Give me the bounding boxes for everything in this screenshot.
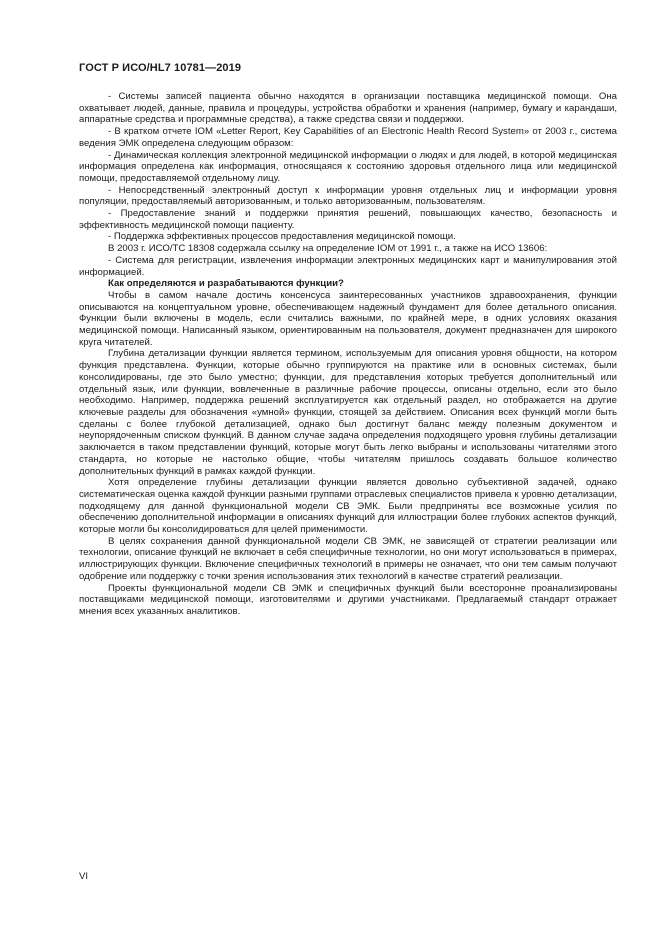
paragraph: Глубина детализации функции является термином, используемым для описания уровня общности, на котором функция представлена. Функции, которые обычно группируются на практике или в основных системах, были консолидированы, где это было уместно; функции, для представления которых требуется дополнительный или отдельный язык, или функции, вовлеченные в различные рабочие процессы, описаны отдельно, если это было необходимо. Например, поддержка решений эксплуатируется как отдельный раздел, но отображается на другие ключевые разделы для обозначения «умной» функции, стоящей за действием. Описания всех функций могли быть сделаны с более глубокой детализацией, однако был достигнут баланс между полезным документом и неупорядоченным списком функций. В данном случае задача определения подходящего уровня глубины детализации заключается в таком представлении функций, которые могут быть легко выбраны и использованы читателями этого стандарта, но которые не настолько общие, чтобы читателям пришлось создавать большое количество дополнительных функций в рамках каждой функции.: [79, 348, 617, 477]
paragraph: Чтобы в самом начале достичь консенсуса заинтересованных участников здравоохранения, функции описываются на концептуальном уровне, обеспечивающем надежный фундамент для более детального описания. Функции были включены в модель, если считались важными, по крайней мере, в одних условиях оказания медицинской помощи. Написанный языком, ориентированным на пользователя, документ предназначен для широкого круга читателей.: [79, 289, 617, 348]
paragraph: - Непосредственный электронный доступ к информации уровня отдельных лиц и информации уровня популяции, предоставляемый авторизованным, и только авторизованным, пользователям.: [79, 184, 617, 208]
paragraph: - Динамическая коллекция электронной медицинской информации о людях и для людей, в которой медицинская информация определена как информация, относящаяся к состоянию здоровья отдельного лица или медицинской помощи, предоставляемой отдельному лицу.: [79, 149, 617, 184]
document-body: [79, 91, 617, 618]
paragraph: - Система для регистрации, извлечения информации электронных медицинских карт и манипулирования этой информацией.: [79, 254, 617, 278]
paragraph: - В кратком отчете IOM «Letter Report, Key Capabilities of an Electronic Health Record System» от 2003 г., система ведения ЭМК определена следующим образом:: [79, 126, 617, 149]
paragraph: Проекты функциональной модели СВ ЭМК и специфичных функций были всесторонне проанализированы поставщиками медицинской помощи, изготовителями и другими участниками. Предлагаемый стандарт отражает мнения всех указанных аналитиков.: [79, 582, 617, 617]
paragraph: В целях сохранения данной функциональной модели СВ ЭМК, не зависящей от стратегии реализации или технологии, описание функций не включает в себя специфичные технологии, но они могут использоваться в примерах, иллюстрирующих функции. Включение специфичных технологий в примеры не означает, что они тем самым получают одобрение или поддержку с точки зрения использования этих технологий в качестве стратегий реализации.: [79, 535, 617, 582]
paragraph: - Системы записей пациента обычно находятся в организации поставщика медицинской помощи. Она охватывает людей, данные, правила и процедуры, устройства обработки и хранения (например, бумагу и карандаши, аппаратные средства и программные средства), а также средства связи и поддержки.: [79, 91, 617, 126]
paragraph: Хотя определение глубины детализации функции является довольно субъективной задачей, однако систематическая оценка каждой функции разными группами отраслевых специалистов привела к уровню детализации, подходящему для данной функциональной модели СВ ЭМК. Были предприняты все возможные усилия по обеспечению дополнительной информации в описаниях функций для иллюстрации более глубоких аспектов функций, которые могли бы консолидироваться для целей применимости.: [79, 477, 617, 536]
section-heading: Как определяются и разрабатываются функции?: [108, 278, 344, 290]
paragraph: В 2003 г. ИСО/ТС 18308 содержала ссылку на определение IOM от 1991 г., а также на ИСО 13606:: [108, 243, 548, 255]
paragraph: - Поддержка эффективных процессов предоставления медицинской помощи.: [108, 231, 456, 243]
paragraph: - Предоставление знаний и поддержки принятия решений, повышающих качество, безопасность и эффективность медицинской помощи пациенту.: [79, 208, 617, 231]
document-header: ГОСТ Р ИСО/HL7 10781—2019: [79, 62, 242, 74]
page-number: VI: [79, 871, 89, 882]
